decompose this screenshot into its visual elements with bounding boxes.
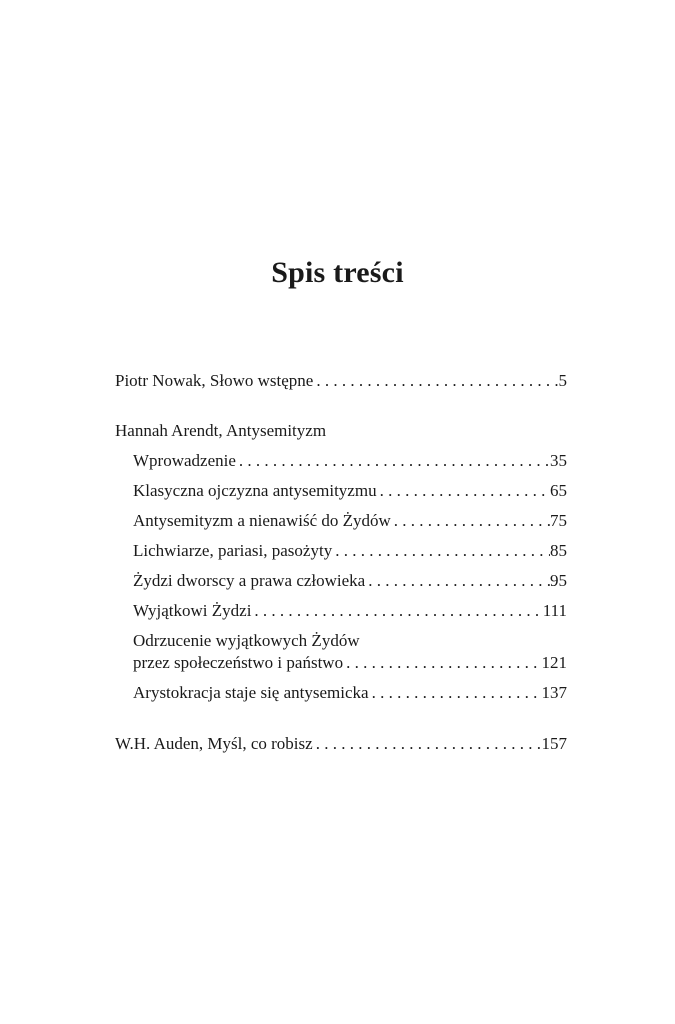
page-title: Spis treści — [271, 256, 404, 289]
toc-page-number: 157 — [541, 734, 567, 753]
toc-page-number: 121 — [541, 653, 567, 672]
toc-page-number: 137 — [541, 683, 567, 702]
toc-entry — [133, 600, 567, 622]
toc-dot-leader — [365, 570, 550, 592]
toc-entry-preface — [115, 370, 567, 392]
toc-entry-afterword — [115, 733, 567, 755]
toc-dot-leader — [391, 510, 550, 532]
toc-entry — [133, 450, 567, 472]
toc-dot-leader — [313, 733, 542, 755]
toc-entry-label: Wyjątkowi Żydzi — [133, 601, 252, 620]
toc-entry-label: Arystokracja staje się antysemicka — [133, 683, 369, 702]
toc-entry-label: W.H. Auden, Myśl, co robisz — [115, 734, 313, 753]
toc-entry-label: Wprowadzenie — [133, 451, 236, 470]
toc-entry-label: Piotr Nowak, Słowo wstępne — [115, 371, 314, 390]
toc-page-number: 75 — [550, 511, 567, 530]
toc-entry — [133, 652, 567, 674]
toc-section-heading: Hannah Arendt, Antysemityzm — [115, 421, 327, 440]
toc-entry — [133, 510, 567, 532]
toc-dot-leader — [343, 652, 541, 674]
toc-entry-label: Antysemityzm a nienawiść do Żydów — [133, 511, 391, 530]
toc-entry — [133, 480, 567, 502]
toc-page-number: 5 — [558, 371, 567, 390]
toc-dot-leader — [377, 480, 550, 502]
toc-entry-label: Klasyczna ojczyzna antysemityzmu — [133, 481, 377, 500]
toc-dot-leader — [251, 600, 542, 622]
toc-entry-label: przez społeczeństwo i państwo — [133, 653, 344, 672]
toc-entry-label: Żydzi dworscy a prawa człowieka — [133, 571, 366, 590]
toc-dot-leader — [313, 370, 558, 392]
toc-dot-leader — [236, 450, 550, 472]
toc-entry-label-line1: Odrzucenie wyjątkowych Żydów — [133, 631, 360, 650]
toc-page-number: 85 — [550, 541, 567, 560]
toc-entry — [133, 540, 567, 562]
toc-page-number: 65 — [550, 481, 567, 500]
toc-entry — [133, 682, 567, 704]
toc-dot-leader — [369, 682, 542, 704]
toc-entry — [133, 570, 567, 592]
toc-page-number: 35 — [550, 451, 567, 470]
toc-page-number: 95 — [550, 571, 567, 590]
toc-entry-label: Lichwiarze, pariasi, pasożyty — [133, 541, 333, 560]
toc-dot-leader — [332, 540, 550, 562]
toc-page-number: 111 — [542, 601, 567, 620]
